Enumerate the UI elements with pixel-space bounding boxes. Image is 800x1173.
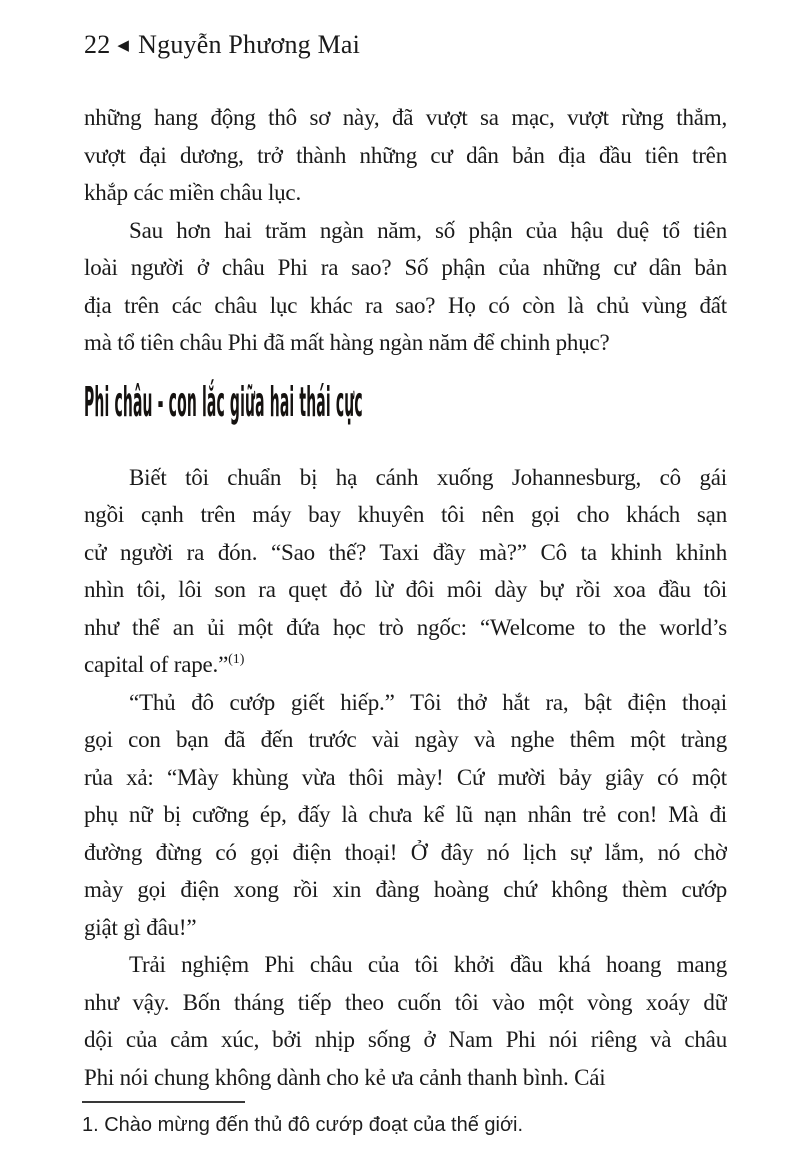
paragraphs-after-heading bbox=[84, 459, 727, 1097]
text-line: vượt đại dương, trở thành những cư dân bản địa đầu tiên trên bbox=[84, 142, 727, 168]
text-line: như thể an ủi một đứa học trò ngốc: “Welcome to the world’s bbox=[84, 614, 727, 640]
text-line: mà tổ tiên châu Phi đã mất hàng ngàn năm để chinh phục? bbox=[84, 330, 610, 355]
body-text bbox=[84, 99, 727, 1096]
text-line: địa trên các châu lục khác ra sao? Họ có còn là chủ vùng đất bbox=[84, 292, 727, 318]
section-heading-text: Phi châu - con lắc giữa hai thái cực bbox=[84, 377, 363, 426]
paragraph bbox=[84, 459, 727, 684]
text-line: capital of rape.”$^{(1)}$ bbox=[84, 652, 245, 677]
paragraph bbox=[84, 99, 727, 212]
text-line: phụ nữ bị cưỡng ép, đấy là chưa kể lũ nạn nhân trẻ con! Mà đi bbox=[84, 802, 727, 827]
text-line: ngồi cạnh trên máy bay khuyên tôi nên gọi cho khách sạn bbox=[84, 502, 727, 527]
text-line: loài người ở châu Phi ra sao? Số phận của những cư dân bản bbox=[84, 255, 727, 280]
text-line: “Thủ đô cướp giết hiếp.” Tôi thở hắt ra, bật điện thoại bbox=[129, 689, 727, 715]
text-line: Biết tôi chuẩn bị hạ cánh xuống Johannesburg, cô gái bbox=[129, 464, 727, 490]
text-line: dội của cảm xúc, bởi nhịp sống ở Nam Phi nói riêng và châu bbox=[84, 1027, 727, 1052]
paragraphs-before-heading bbox=[84, 99, 727, 362]
left-triangle-icon: ◀ bbox=[117, 38, 130, 54]
text-line: gọi con bạn đã đến trước vài ngày và nghe thêm một tràng bbox=[84, 727, 727, 752]
footnote-marker: (1) bbox=[228, 652, 245, 667]
page-header bbox=[84, 30, 360, 60]
paragraph bbox=[84, 212, 727, 362]
text-line: mày gọi điện xong rồi xin đàng hoàng chứ không thèm cướp bbox=[84, 877, 727, 902]
text-line: cử người ra đón. “Sao thế? Taxi đầy mà?” Cô ta khinh khỉnh bbox=[84, 539, 727, 565]
text-line: những hang động thô sơ này, đã vượt sa mạc, vượt rừng thẳm, bbox=[84, 105, 727, 130]
text-line: đường đừng có gọi điện thoại! Ở đây nó lịch sự lắm, nó chờ bbox=[84, 839, 727, 865]
footnote-text: 1. Chào mừng đến thủ đô cướp đoạt của thế giới. bbox=[82, 1114, 524, 1136]
text-line: khắp các miền châu lục. bbox=[84, 180, 301, 205]
page-number: 22 bbox=[84, 30, 111, 59]
text-line: Trải nghiệm Phi châu của tôi khởi đầu khá hoang mang bbox=[129, 952, 727, 977]
text-line: Sau hơn hai trăm ngàn năm, số phận của hậu duệ tổ tiên bbox=[129, 217, 727, 243]
text-line: nhìn tôi, lôi son ra quẹt đỏ lừ đôi môi dày bự rồi xoa đầu tôi bbox=[84, 577, 727, 602]
footnote bbox=[82, 1101, 742, 1138]
text-line: rủa xả: “Mày khùng vừa thôi mày! Cứ mười bảy giây có một bbox=[84, 764, 727, 790]
text-line: như vậy. Bốn tháng tiếp theo cuốn tôi vào một vòng xoáy dữ bbox=[84, 989, 727, 1015]
section-heading bbox=[84, 377, 727, 426]
text-line: giật gì đâu!” bbox=[84, 914, 197, 940]
paragraph bbox=[84, 684, 727, 947]
paragraph bbox=[84, 946, 727, 1096]
author-name: Nguyễn Phương Mai bbox=[138, 30, 361, 59]
footnote-divider bbox=[82, 1101, 245, 1103]
text-line: Phi nói chung không dành cho kẻ ưa cảnh thanh bình. Cái bbox=[84, 1064, 606, 1090]
